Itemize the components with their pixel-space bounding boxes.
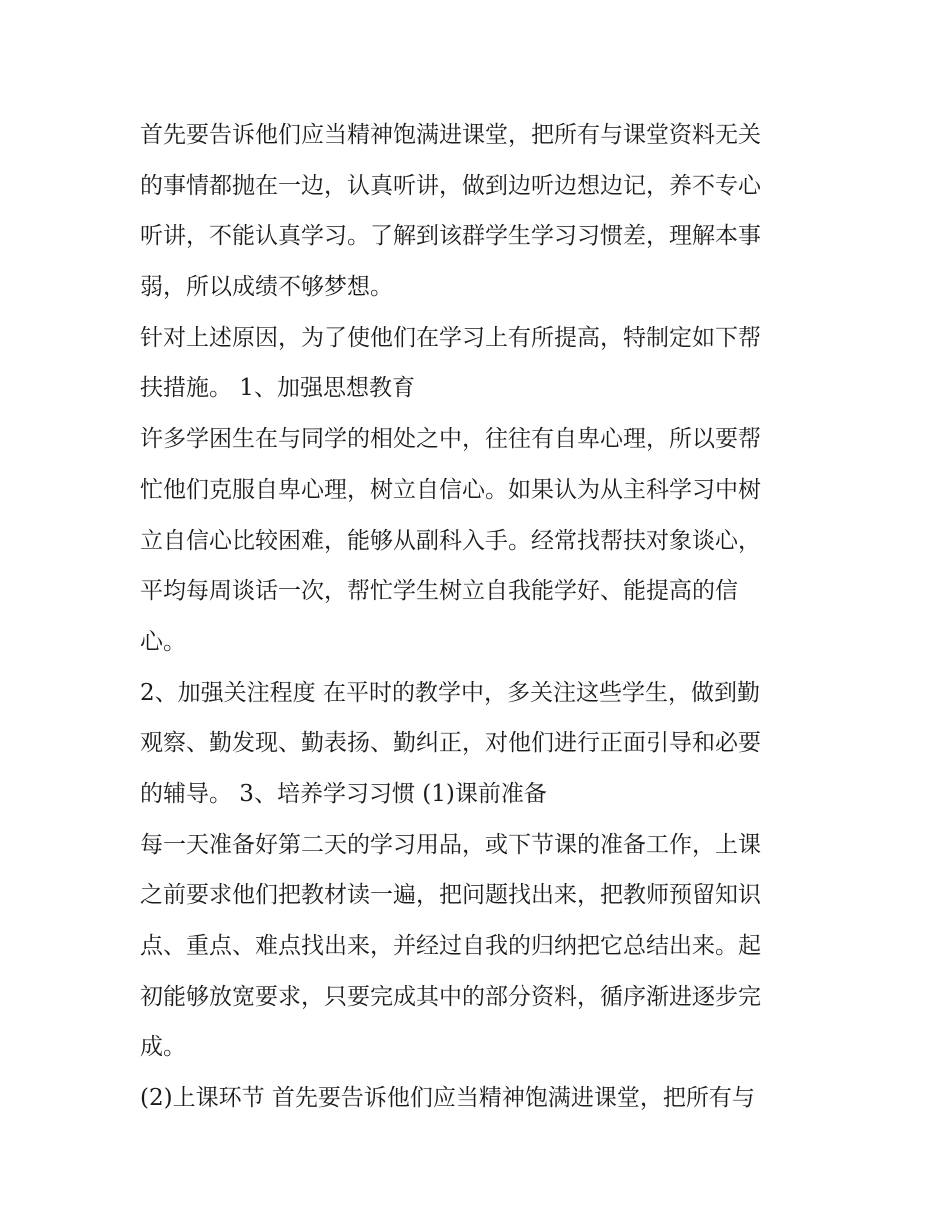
text-line: 点、重点、难点找出来，并经过自我的归纳把它总结出来。起 (140, 933, 761, 959)
text-line: 首先要告诉他们应当精神饱满进课堂，把所有与课堂资料无关 (140, 122, 761, 148)
text-line: 观察、勤发现、勤表扬、勤纠正，对他们进行正面引导和必要 (140, 730, 761, 757)
text-line: 的辅导。 3、培养学习习惯 (1)课前准备 (140, 780, 547, 807)
document-body (140, 110, 820, 1124)
text-line: 扶措施。 1、加强思想教育 (140, 375, 415, 402)
text-line: 初能够放宽要求，只要完成其中的部分资料，循序渐进逐步完 (140, 983, 761, 1010)
text-line: 成。 (140, 1034, 186, 1061)
text-line: (2)上课环节 首先要告诉他们应当精神饱满进课堂，把所有与 (140, 1085, 755, 1112)
text-line: 弱，所以成绩不够梦想。 (140, 274, 393, 301)
text-line: 针对上述原因，为了使他们在学习上有所提高，特制定如下帮 (140, 324, 761, 351)
text-line: 心。 (140, 628, 186, 655)
text-line: 每一天准备好第二天的学习用品，或下节课的准备工作，上课 (140, 831, 761, 858)
text-line: 听讲，不能认真学习。了解到该群学生学习习惯差，理解本事 (140, 223, 761, 250)
text-line: 之前要求他们把教材读一遍，把问题找出来，把教师预留知识 (140, 882, 761, 909)
text-line: 许多学困生在与同学的相处之中，往往有自卑心理，所以要帮 (140, 426, 761, 453)
text-line: 平均每周谈话一次，帮忙学生树立自我能学好、能提高的信 (140, 578, 738, 605)
text-line: 忙他们克服自卑心理，树立自信心。如果认为从主科学习中树 (140, 476, 761, 503)
text-line: 的事情都抛在一边，认真听讲，做到边听边想边记，养不专心 (140, 172, 761, 199)
text-line: 立自信心比较困难，能够从副科入手。经常找帮扶对象谈心， (140, 527, 761, 554)
text-line: 2、加强关注程度 在平时的教学中，多关注这些学生，做到勤 (140, 679, 760, 706)
